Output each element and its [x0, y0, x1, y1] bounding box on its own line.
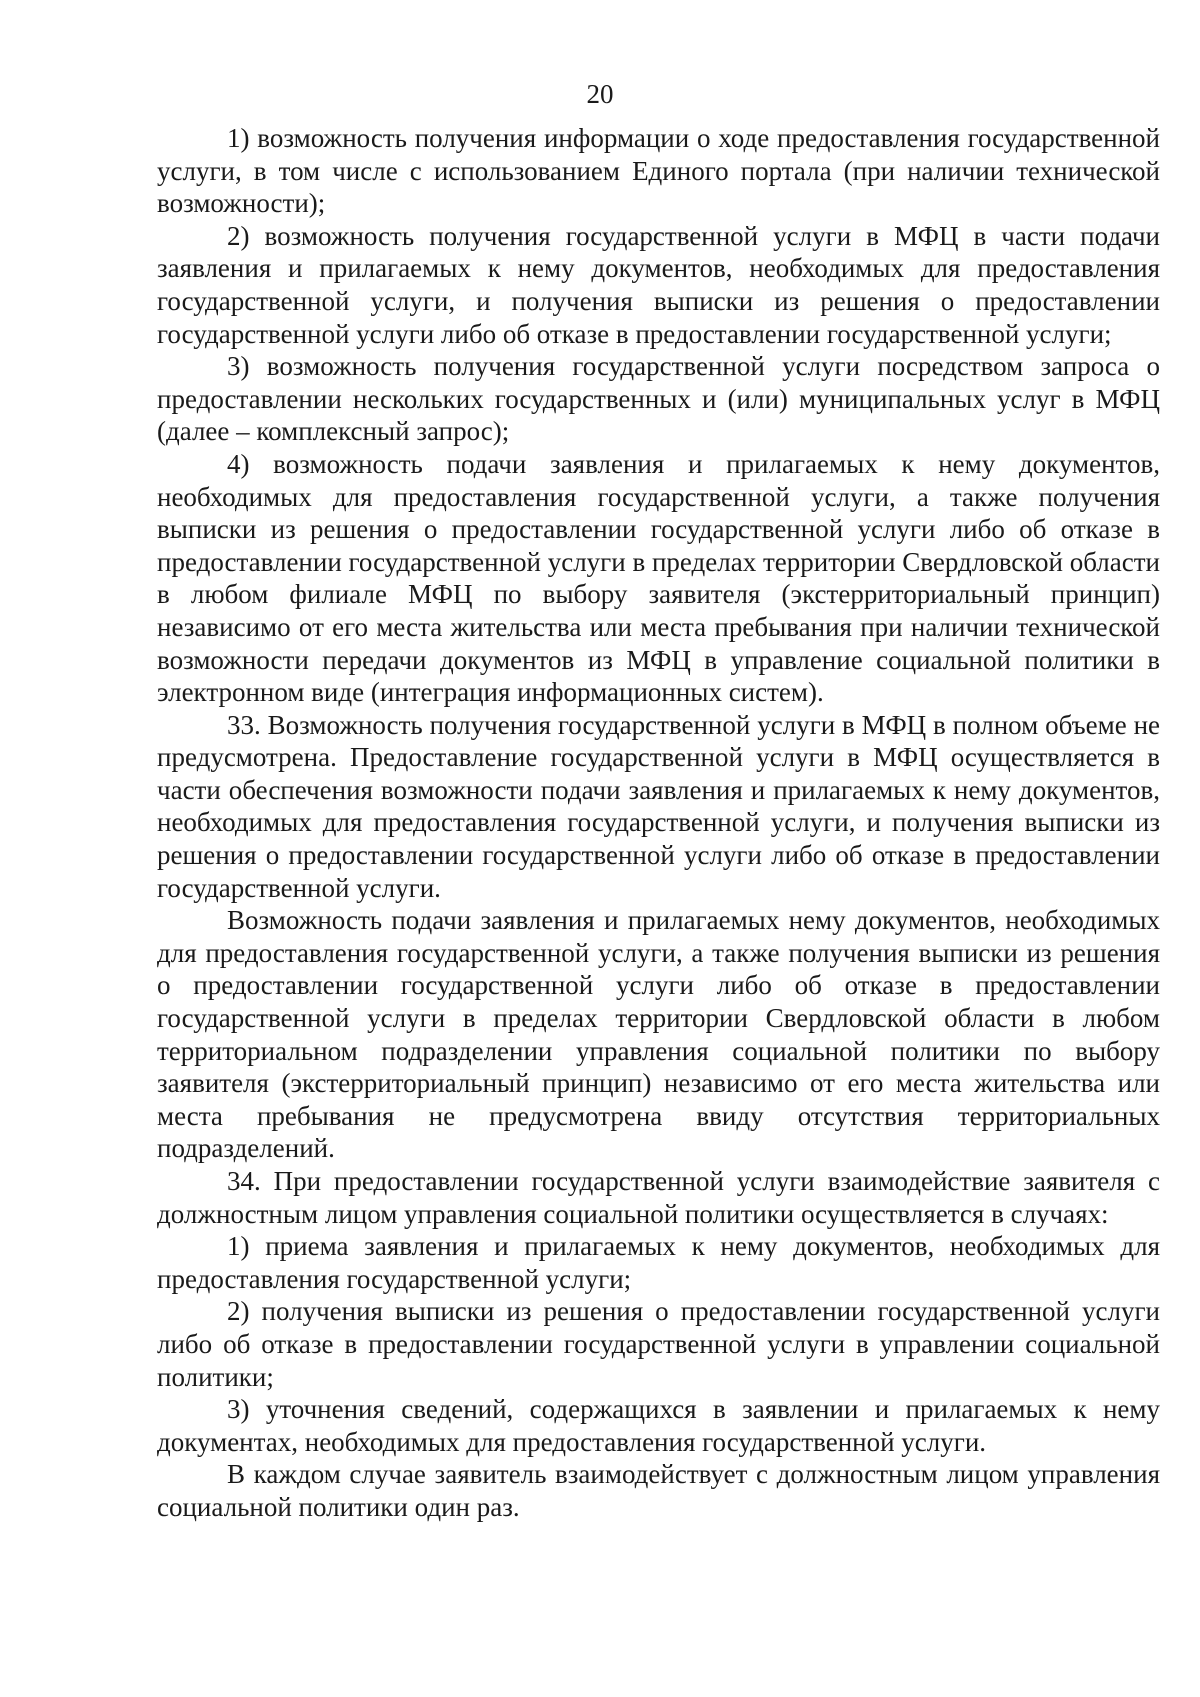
- document-body: [157, 122, 1160, 1524]
- paragraph-closing: В каждом случае заявитель взаимодействует с должностным лицом управления социальной политики один раз.: [157, 1459, 1160, 1522]
- paragraph-section-33: 33. Возможность получения государственной услуги в МФЦ в полном объеме не предусмотрена. Предоставление государственной услуги в МФЦ осуществляется в части обеспечения возможности подачи заявления и прилагаемых к нему документов, необходимых для предоставления государственной услуги, и получения выписки из решения о предоставлении государственной услуги либо об отказе в предоставлении государственной услуги.: [157, 709, 1160, 903]
- paragraph-item-3: 3) возможность получения государственной услуги посредством запроса о предоставлении нескольких государственных и (или) муниципальных услуг в МФЦ (далее – комплексный запрос);: [157, 351, 1160, 447]
- paragraph-case-1: 1) приема заявления и прилагаемых к нему документов, необходимых для предоставления государственной услуги;: [157, 1231, 1160, 1294]
- paragraph-case-2: 2) получения выписки из решения о предоставлении государственной услуги либо об отказе в предоставлении государственной услуги в управлении социальной политики;: [157, 1296, 1160, 1392]
- paragraph-item-1: 1) возможность получения информации о ходе предоставления государственной услуги, в том числе с использованием Единого портала (при наличии технической возможности);: [157, 123, 1160, 219]
- paragraph-section-34: 34. При предоставлении государственной услуги взаимодействие заявителя с должностным лицом управления социальной политики осуществляется в случаях:: [157, 1166, 1160, 1229]
- paragraph-case-3: 3) уточнения сведений, содержащихся в заявлении и прилагаемых к нему документах, необходимых для предоставления государственной услуги.: [157, 1394, 1160, 1457]
- page-number: 20: [586, 79, 614, 109]
- paragraph-item-2: 2) возможность получения государственной услуги в МФЦ в части подачи заявления и прилагаемых к нему документов, необходимых для предоставления государственной услуги, и получения выписки из решения о предоставлении государственной услуги либо об отказе в предоставлении государственной услуги;: [157, 220, 1160, 349]
- paragraph-extraterritorial: Возможность подачи заявления и прилагаемых нему документов, необходимых для предоставления государственной услуги, а также получения выписки из решения о предоставлении государственной услуги либо об отказе в предоставлении государственной услуги в пределах территории Свердловской области в любом территориальном подразделении управления социальной политики по выбору заявителя (экстерриториальный принцип) независимо от его места жительства или места пребывания не предусмотрена ввиду отсутствия территориальных подразделений.: [157, 905, 1160, 1164]
- paragraph-item-4: 4) возможность подачи заявления и прилагаемых к нему документов, необходимых для предоставления государственной услуги, а также получения выписки из решения о предоставлении государственной услуги либо об отказе в предоставлении государственной услуги в пределах территории Свердловской области в любом филиале МФЦ по выбору заявителя (экстерриториальный принцип) независимо от его места жительства или места пребывания при наличии технической возможности передачи документов из МФЦ в управление социальной политики в электронном виде (интеграция информационных систем).: [157, 448, 1160, 708]
